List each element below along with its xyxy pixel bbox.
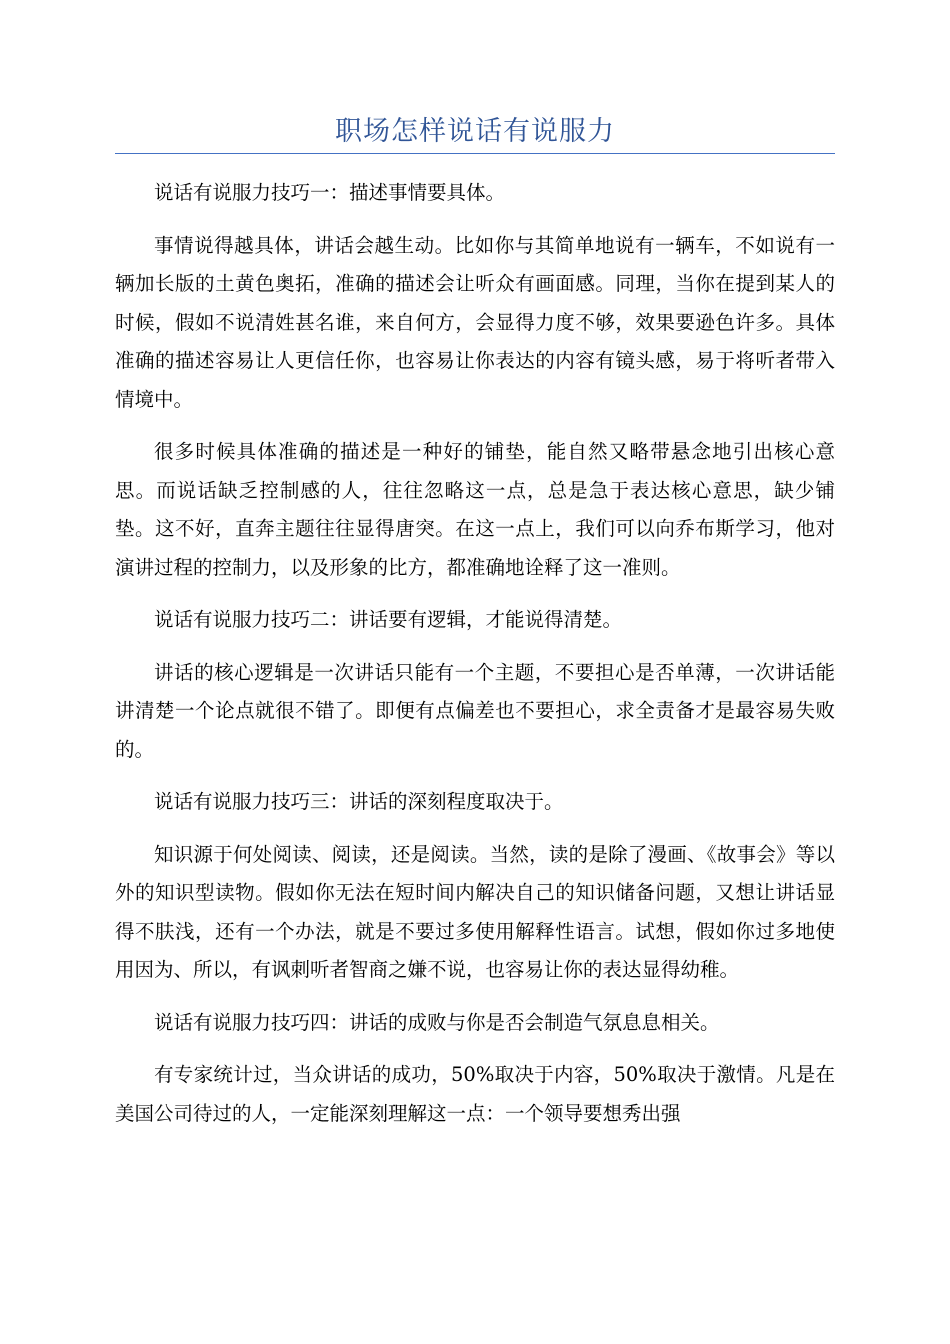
section-heading-4: 说话有说服力技巧四：讲话的成败与你是否会制造气氛息息相关。 [154, 1010, 720, 1034]
body-paragraph: 事情说得越具体，讲话会越生动。比如你与其简单地说有一辆车，不如说有一辆加长版的土黄色奥拓，准确的描述会让听众有画面感。同理，当你在提到某人的时候，假如不说清姓甚名谁，来自何方，会显得力度不够，效果要逊色许多。具体准确的描述容易让人更信任你，也容易让你表达的内容有镜头感，易于将听者带入情境中。 [115, 233, 835, 411]
section-heading-2: 说话有说服力技巧二：讲话要有逻辑，才能说得清楚。 [154, 608, 623, 631]
body-paragraph: 讲话的核心逻辑是一次讲话只能有一个主题，不要担心是否单薄，一次讲话能讲清楚一个论点就很不错了。即便有点偏差也不要担心，求全责备才是最容易失败的。 [115, 660, 835, 761]
body-paragraph: 很多时候具体准确的描述是一种好的铺垫，能自然又略带悬念地引出核心意思。而说话缺乏控制感的人，往往忽略这一点，总是急于表达核心意思，缺少铺垫。这不好，直奔主题往往显得唐突。在这一点上，我们可以向乔布斯学习，他对演讲过程的控制力，以及形象的比方，都准确地诠释了这一准则。 [115, 440, 835, 579]
body-paragraph: 知识源于何处阅读、阅读，还是阅读。当然，读的是除了漫画、《故事会》等以外的知识型读物。假如你无法在短时间内解决自己的知识储备问题，又想让讲话显得不肤浅，还有一个办法，就是不要过多使用解释性语言。试想，假如你过多地使用因为、所以，有讽刺听者智商之嫌不说，也容易让你的表达显得幼稚。 [115, 842, 835, 981]
document-body [115, 174, 835, 1147]
document-title: 职场怎样说话有说服力 [335, 116, 615, 147]
section-heading-1: 说话有说服力技巧一：描述事情要具体。 [154, 181, 506, 204]
title-underline [115, 153, 835, 154]
section-heading-3: 说话有说服力技巧三：讲话的深刻程度取决于。 [154, 790, 564, 813]
body-paragraph: 有专家统计过，当众讲话的成功，50%取决于内容，50%取决于激情。凡是在美国公司待过的人，一定能深刻理解这一点：一个领导要想秀出强 [115, 1063, 835, 1125]
